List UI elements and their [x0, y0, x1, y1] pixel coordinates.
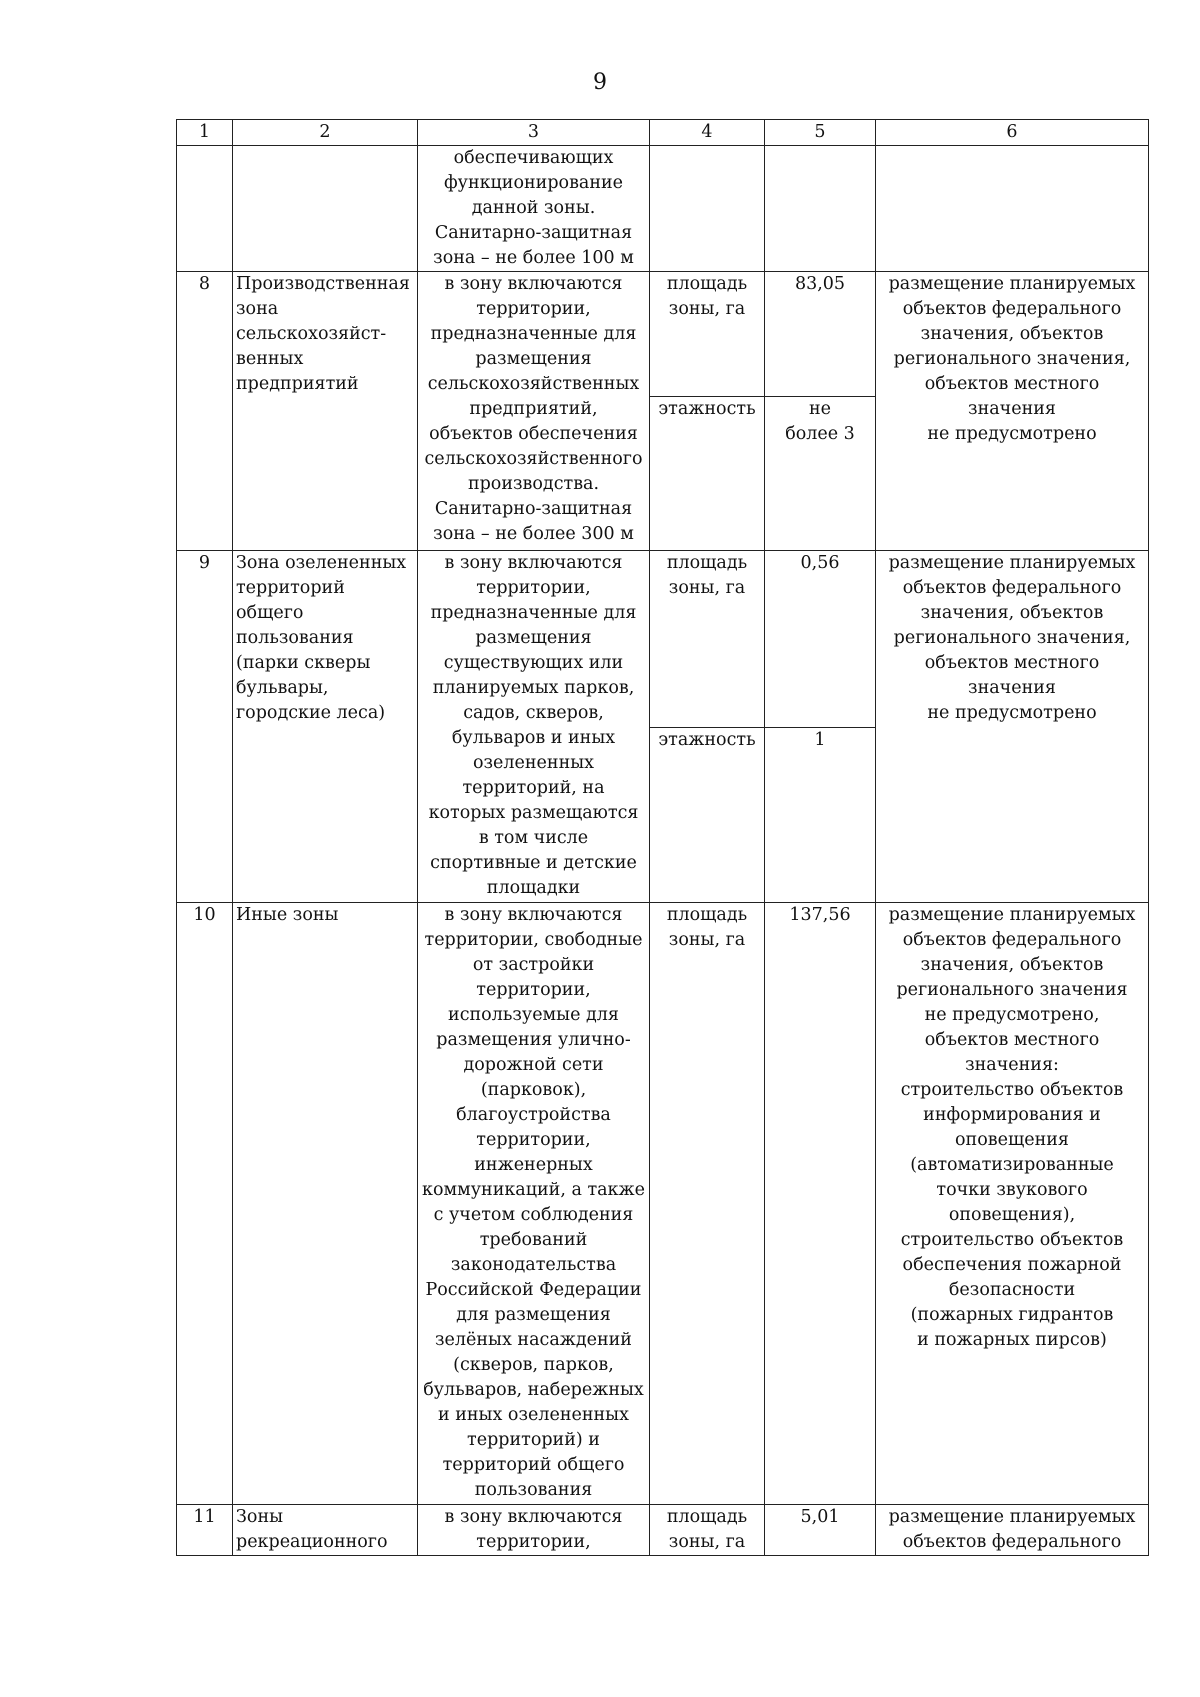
table-row: [177, 903, 1149, 1505]
param-value: 137,56: [765, 903, 876, 1505]
column-header: 6: [876, 120, 1149, 146]
name-cell: [233, 146, 418, 272]
table-row: [177, 1505, 1149, 1556]
page-number: 9: [593, 70, 607, 95]
param-value: не более 3: [765, 397, 876, 551]
zone-description: в зону включаются территории, предназначенные для размещения сельскохозяйственных предприятий, объектов обеспечения сельскохозяйственного производства. Санитарно-защитная зона – не более 300 м: [418, 272, 650, 551]
param-value: 0,56: [765, 551, 876, 728]
row-number: 10: [177, 903, 233, 1505]
zone-notes: размещение планируемых объектов федерального: [876, 1505, 1149, 1556]
zone-name: Производственная зона сельскохозяйст- венных предприятий: [233, 272, 418, 551]
param-value: 83,05: [765, 272, 876, 397]
notes-cell: [876, 146, 1149, 272]
column-header: 2: [233, 120, 418, 146]
column-header: 3: [418, 120, 650, 146]
table-row-continuation: [177, 146, 1149, 272]
zone-notes: размещение планируемых объектов федерального значения, объектов регионального значения не предусмотрено, объектов местного значения: строительство объектов информирования и оповещения (автоматизированные точки звукового оповещения), строительство объектов обеспечения пожарной безопасности (пожарных гидрантов и пожарных пирсов): [876, 903, 1149, 1505]
param-label: площадь зоны, га: [650, 551, 765, 728]
zones-table: [176, 119, 1149, 1556]
param-value: 1: [765, 728, 876, 903]
param-label: площадь зоны, га: [650, 272, 765, 397]
column-header: 4: [650, 120, 765, 146]
row-number: 11: [177, 1505, 233, 1556]
param-label: площадь зоны, га: [650, 1505, 765, 1556]
row-number: 8: [177, 272, 233, 551]
zone-description: в зону включаются территории, предназначенные для размещения существующих или планируемых парков, садов, скверов, бульваров и иных озелененных территорий, на которых размещаются в том числе спортивные и детские площадки: [418, 551, 650, 903]
num-cell: [177, 146, 233, 272]
param-label: этажность: [650, 728, 765, 903]
param-value: 5,01: [765, 1505, 876, 1556]
value-cell: [765, 146, 876, 272]
header-row: [177, 120, 1149, 146]
zone-name: Иные зоны: [233, 903, 418, 1505]
param-label: площадь зоны, га: [650, 903, 765, 1505]
zone-description: в зону включаются территории, свободные от застройки территории, используемые для размещения улично- дорожной сети (парковок), благоустройства территории, инженерных коммуникаций, а также с учетом соблюдения требований законодательства Российской Федерации для размещения зелёных насаждений (скверов, парков, бульваров, набережных и иных озелененных территорий) и территорий общего пользования: [418, 903, 650, 1505]
column-header: 1: [177, 120, 233, 146]
param-label: этажность: [650, 397, 765, 551]
column-header: 5: [765, 120, 876, 146]
zone-notes: размещение планируемых объектов федерального значения, объектов регионального значения, объектов местного значения не предусмотрено: [876, 551, 1149, 903]
zone-notes: размещение планируемых объектов федерального значения, объектов регионального значения, объектов местного значения не предусмотрено: [876, 272, 1149, 551]
zone-name: Зоны рекреационного: [233, 1505, 418, 1556]
zone-description: в зону включаются территории,: [418, 1505, 650, 1556]
param-cell: [650, 146, 765, 272]
zone-name: Зона озелененных территорий общего пользования (парки скверы бульвары, городские леса): [233, 551, 418, 903]
description-cell: обеспечивающих функционирование данной зоны. Санитарно-защитная зона – не более 100 м: [418, 146, 650, 272]
table-row: [177, 551, 1149, 728]
table-row: [177, 272, 1149, 397]
row-number: 9: [177, 551, 233, 903]
